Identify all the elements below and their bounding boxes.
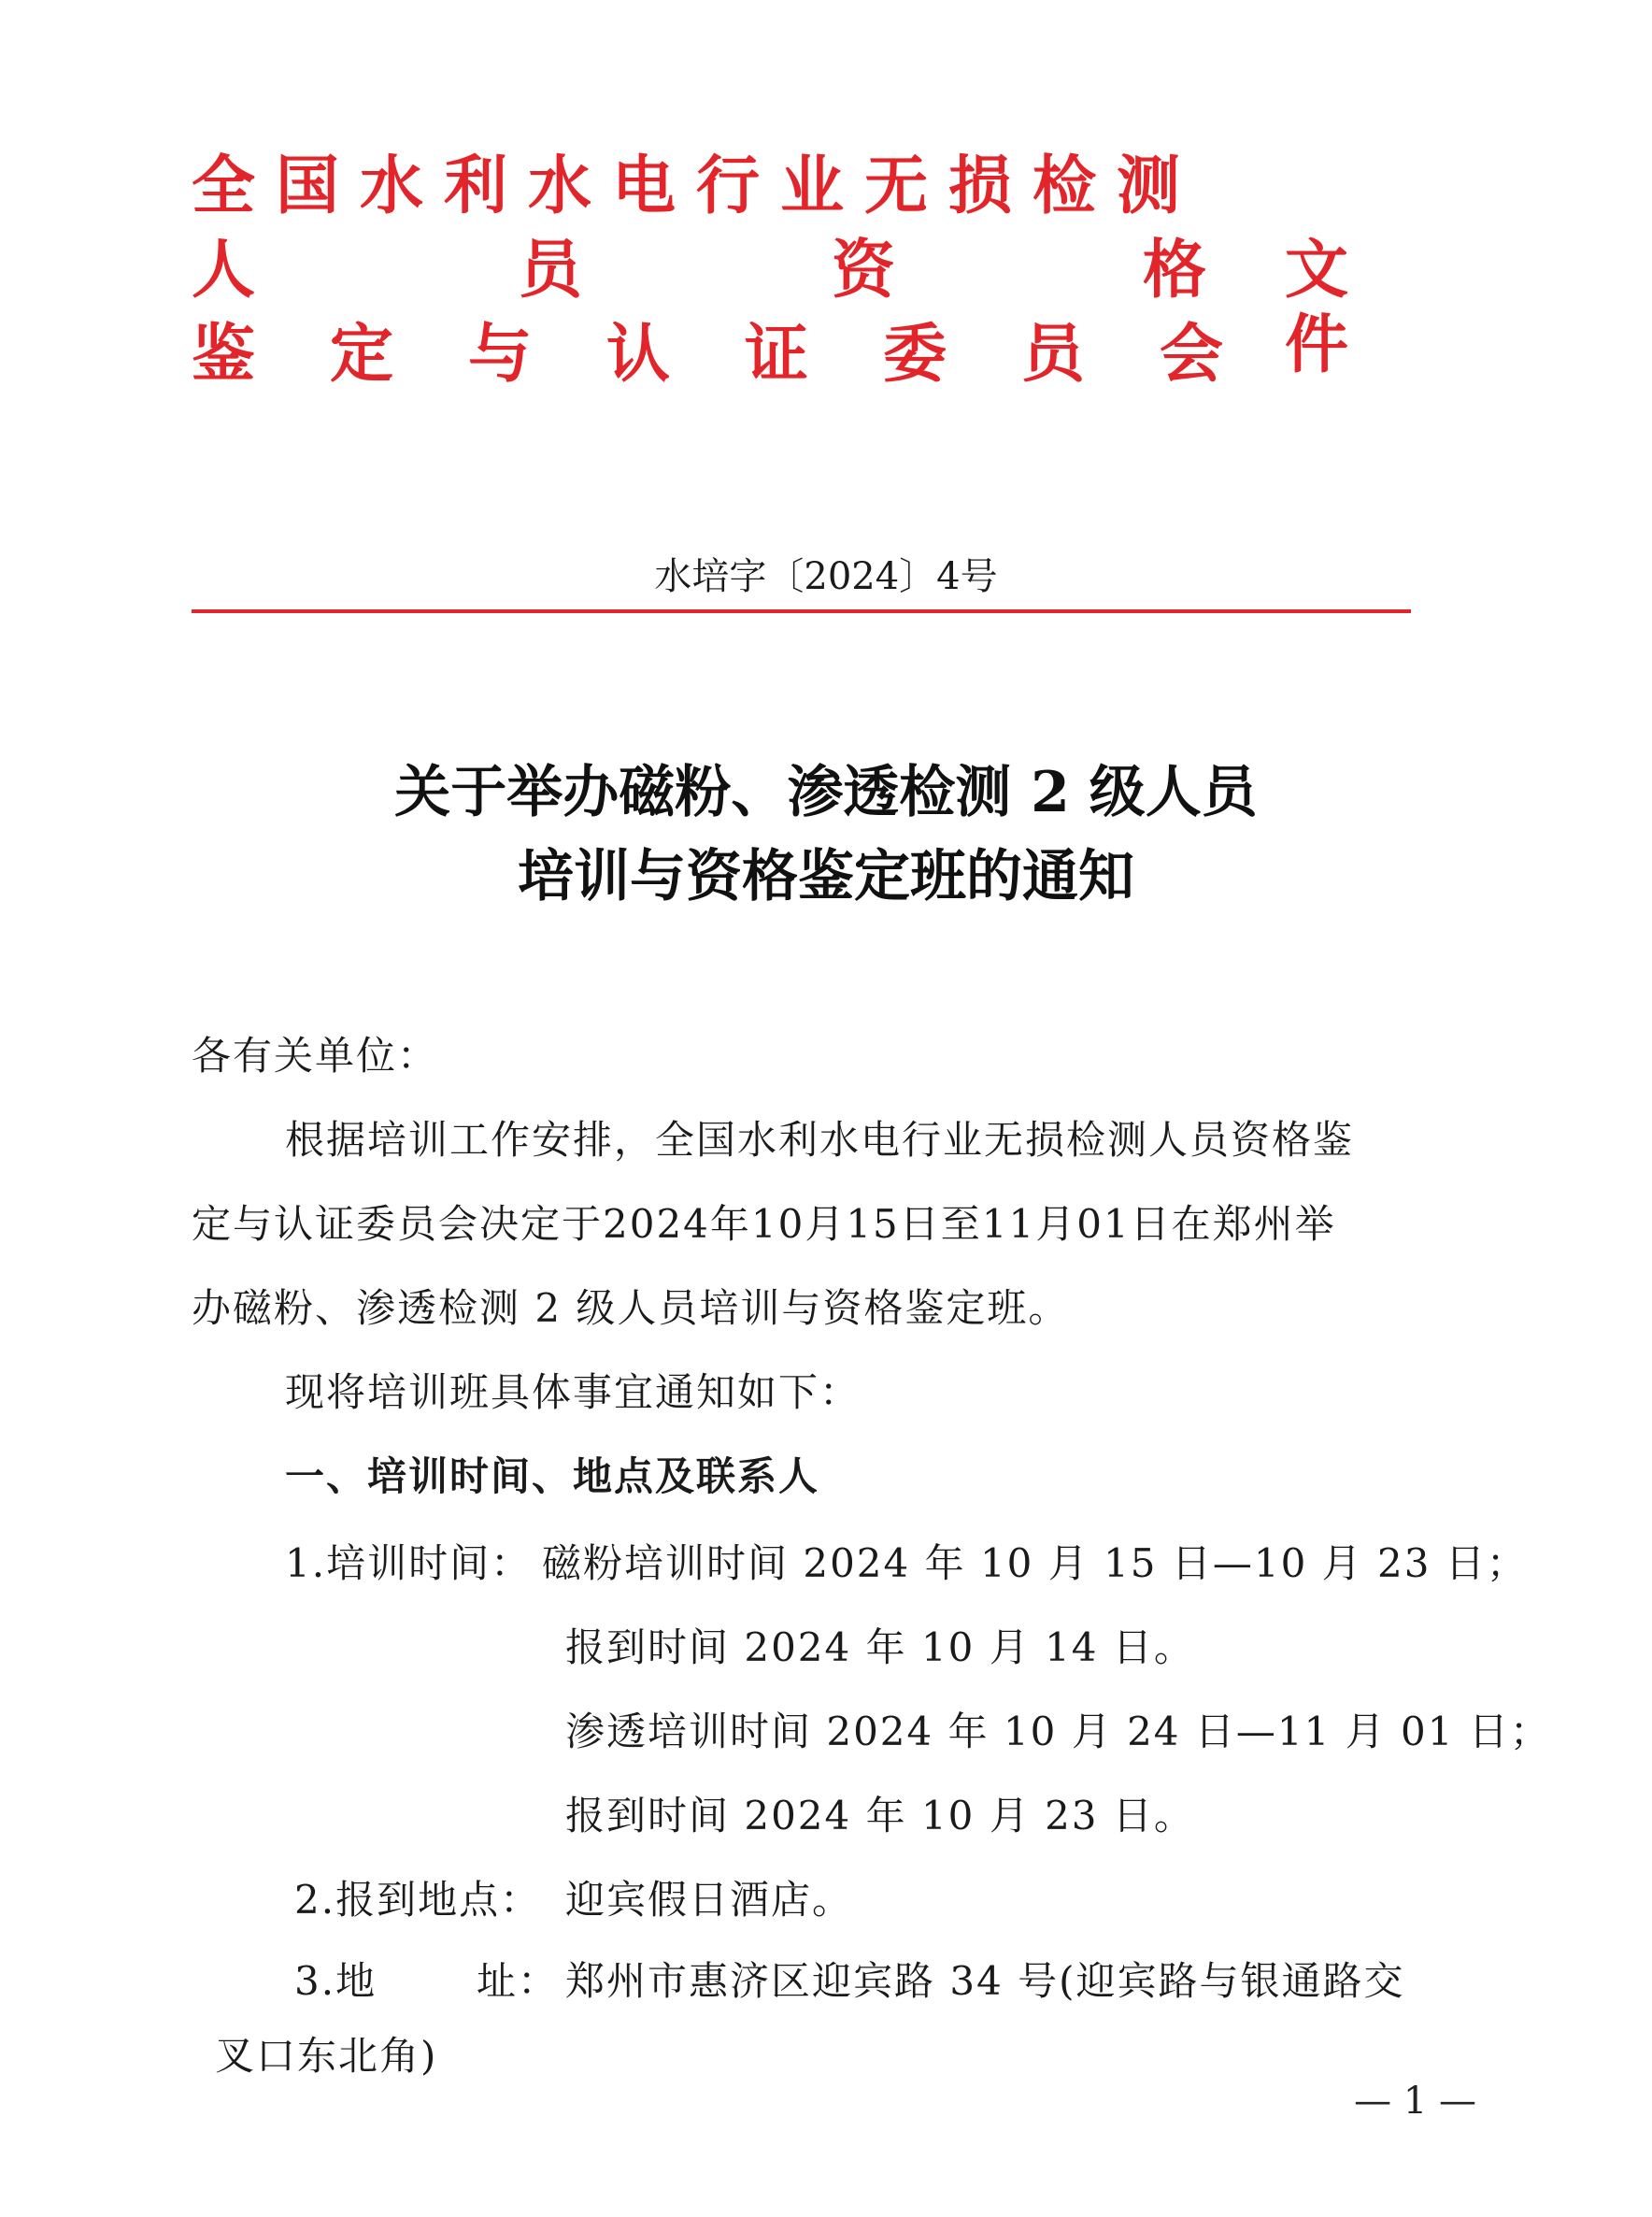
masthead-line-3-char-4: 认 xyxy=(606,318,671,392)
notice-title-line-1: 关于举办磁粉、渗透检测 2 级人员 xyxy=(394,760,1258,825)
masthead-line-2 xyxy=(192,234,1406,382)
masthead-line-2-char-2: 员 xyxy=(519,234,583,308)
paragraph-2: 现将培训班具体事宜通知如下： xyxy=(285,1369,862,1415)
item-3-value-line-1: 郑州市惠济区迎宾路 34 号(迎宾路与银通路交 xyxy=(565,1958,1405,2004)
item-1-line-2: 报到时间 2024 年 10 月 14 日。 xyxy=(565,1624,1195,1670)
item-1-line-1: 磁粉培训时间 2024 年 10 月 15 日—10 月 23 日； xyxy=(542,1540,1528,1586)
masthead-line-3-char-6: 委 xyxy=(883,318,947,392)
item-3-value-line-2: 叉口东北角) xyxy=(215,2033,438,2079)
paragraph-1-line-2: 定与认证委员会决定于2024年10月15日至11月01日在郑州举 xyxy=(192,1201,1336,1247)
item-1-line-3: 渗透培训时间 2024 年 10 月 24 日—11 月 01 日； xyxy=(565,1709,1551,1754)
paragraph-1-line-1: 根据培训工作安排，全国水利水电行业无损检测人员资格鉴 xyxy=(285,1117,1355,1163)
item-2-label: 2.报到地点： xyxy=(294,1877,542,1923)
masthead-line-3-char-8: 会 xyxy=(1160,318,1224,392)
masthead-line-2-char-1: 人 xyxy=(192,234,256,308)
masthead-line-1-text: 全国水利水电行业无损检测 xyxy=(192,150,1202,223)
masthead-line-3-char-3: 与 xyxy=(468,318,533,392)
masthead-line-1 xyxy=(192,150,1406,224)
item-1-label: 1.培训时间： xyxy=(285,1540,533,1586)
masthead-line-2-char-3: 资 xyxy=(832,234,896,308)
page-number: — 1 — xyxy=(1354,2080,1476,2123)
masthead-line-3-char-7: 员 xyxy=(1021,318,1086,392)
paragraph-1-line-3: 办磁粉、渗透检测 2 级人员培训与资格鉴定班。 xyxy=(192,1285,1070,1331)
document-number: 水培字〔2024〕4号 xyxy=(654,555,998,598)
masthead-line-3-char-2: 定 xyxy=(330,318,394,392)
masthead-line-3 xyxy=(192,318,1406,393)
item-3-label-part-2: 址： xyxy=(477,1958,560,2004)
masthead-line-2-char-4: 格 xyxy=(1143,234,1207,308)
item-3-label-part-1: 3.地 xyxy=(294,1958,377,2004)
section-1-heading: 一、培训时间、地点及联系人 xyxy=(285,1453,820,1499)
red-divider-rule xyxy=(192,609,1411,613)
notice-title-line-2: 培训与资格鉴定班的通知 xyxy=(518,844,1134,909)
masthead-line-2-char-5: 文件 xyxy=(1285,234,1351,382)
salutation: 各有关单位： xyxy=(192,1033,439,1079)
masthead-line-3-char-1: 鉴 xyxy=(192,318,256,392)
item-1-line-4: 报到时间 2024 年 10 月 23 日。 xyxy=(565,1793,1195,1838)
masthead-line-3-char-5: 证 xyxy=(745,318,809,392)
item-2-value: 迎宾假日酒店。 xyxy=(565,1877,854,1923)
